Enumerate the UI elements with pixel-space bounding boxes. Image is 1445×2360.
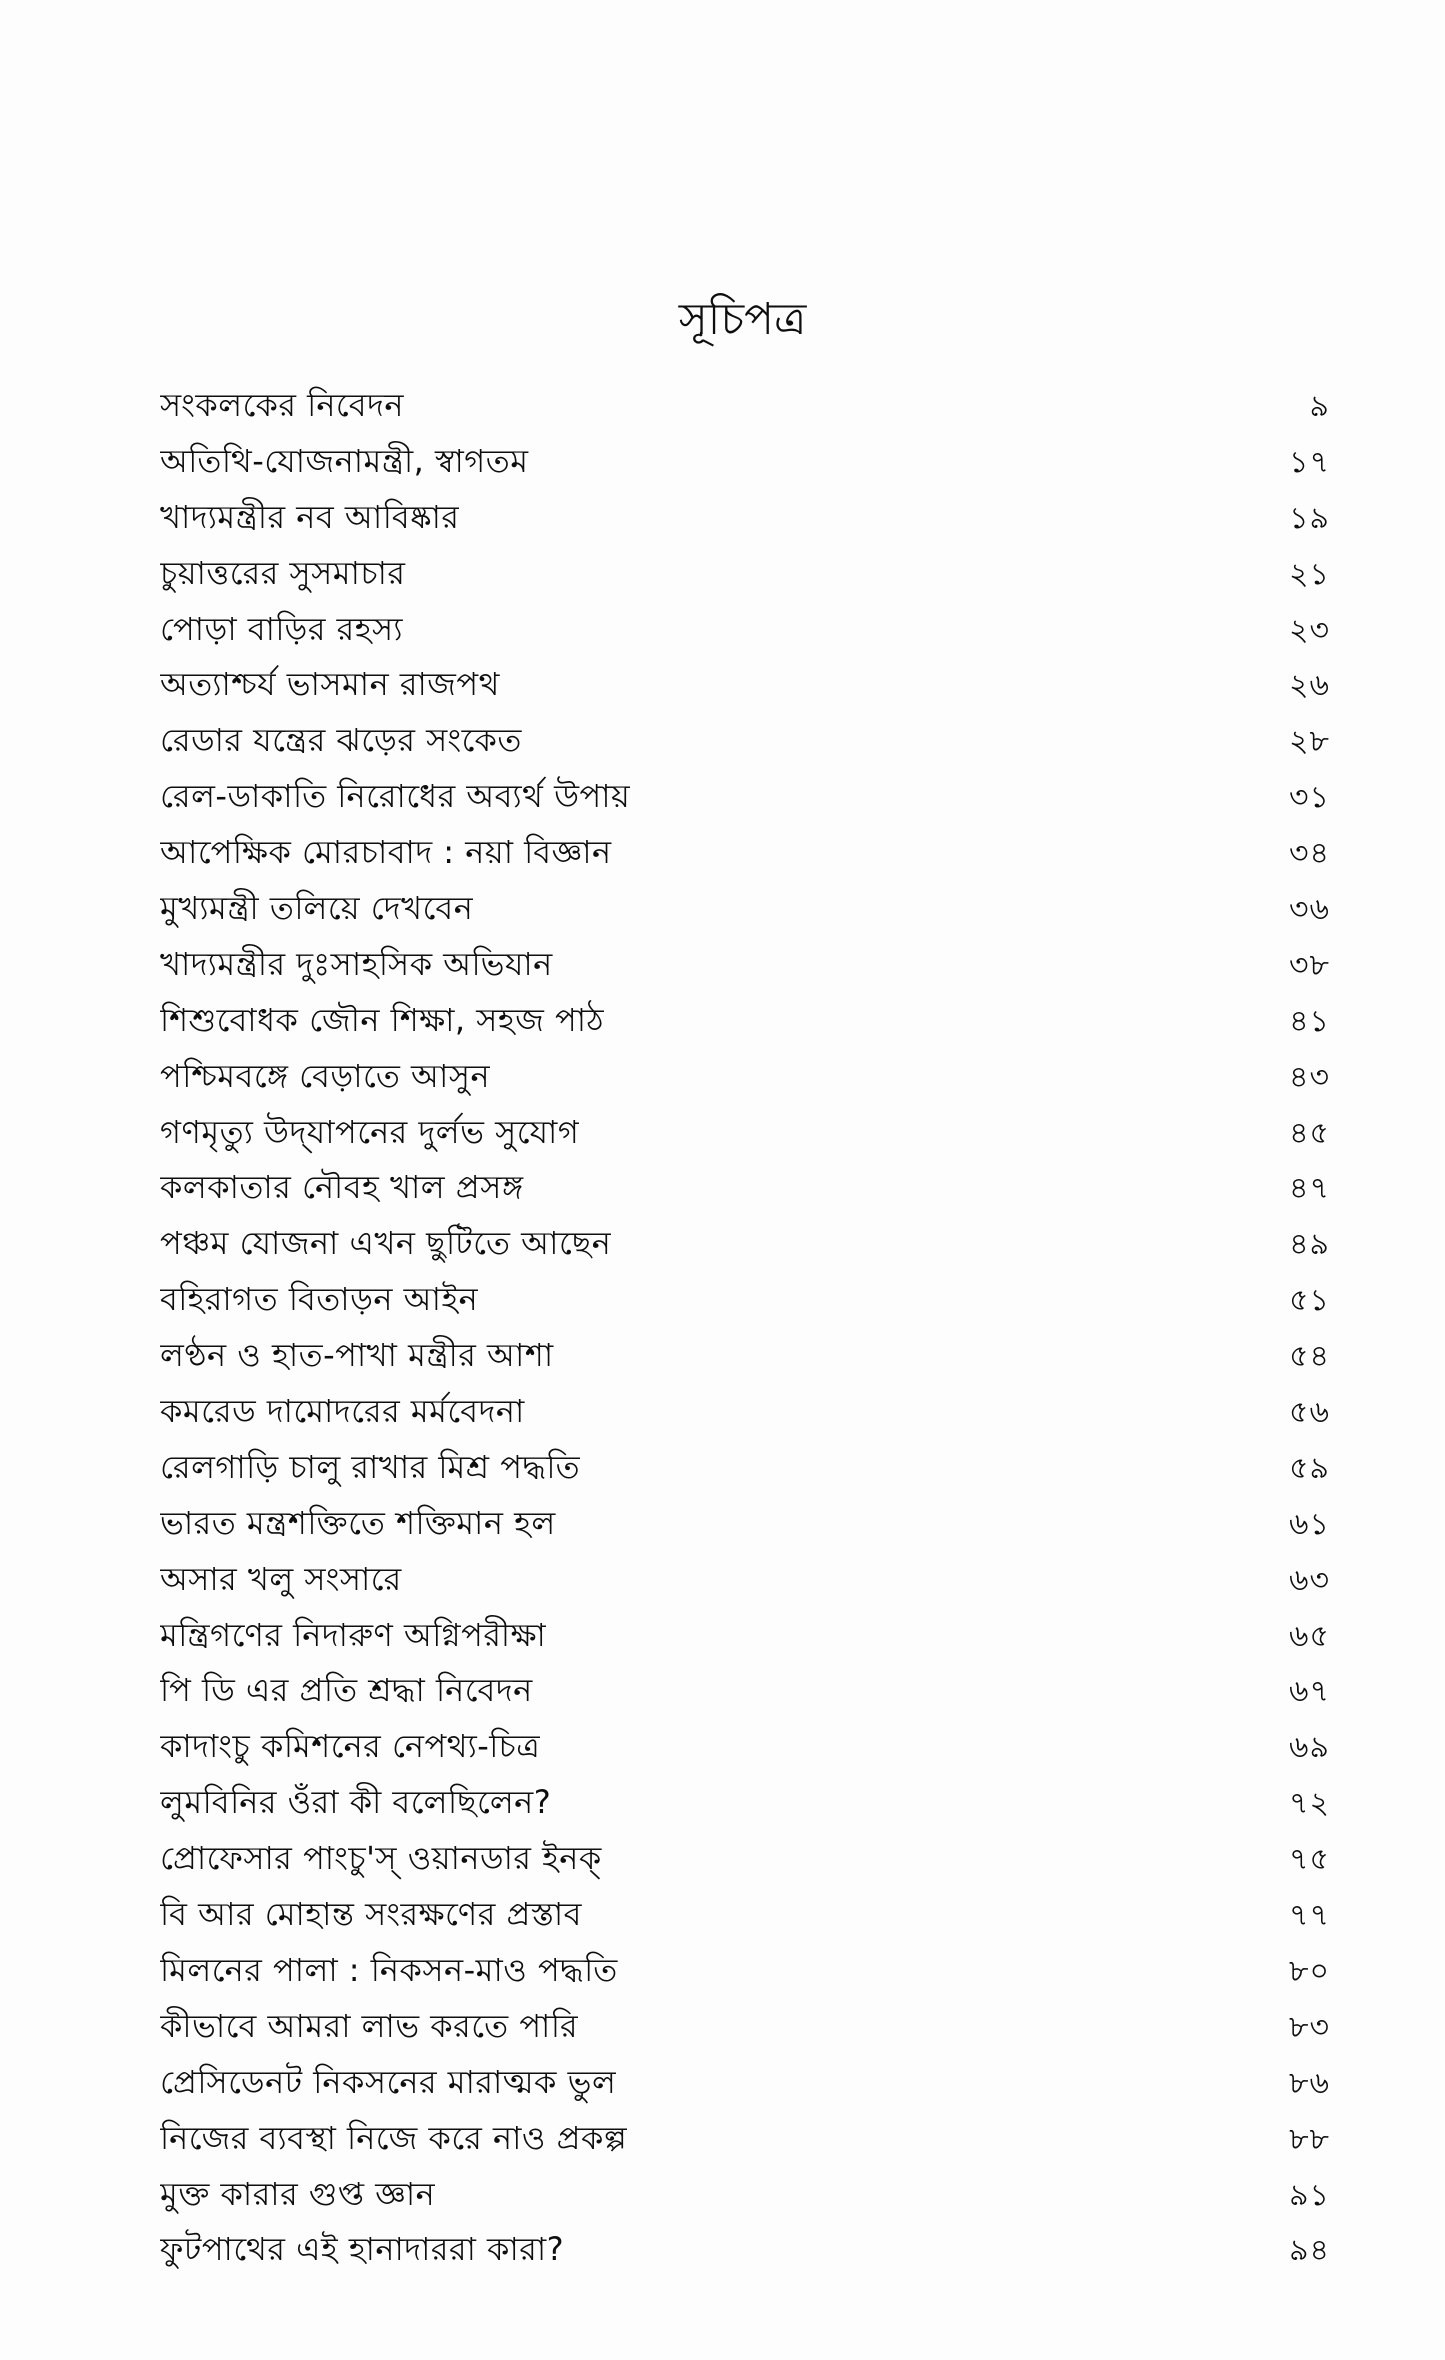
toc-entry-page-number: ১৭ bbox=[1289, 444, 1330, 480]
toc-entry bbox=[160, 1105, 1330, 1161]
toc-entry bbox=[160, 1496, 1330, 1552]
toc-entry bbox=[160, 1160, 1330, 1216]
toc-entry-page-number: ৯৪ bbox=[1289, 2233, 1330, 2269]
toc-entry-page-number: ৮৬ bbox=[1289, 2065, 1330, 2101]
toc-entry-title: প্রেসিডেনট নিকসনের মারাত্মক ভুল bbox=[160, 2062, 617, 2101]
toc-entry bbox=[160, 602, 1330, 658]
toc-entry-title: আপেক্ষিক মোরচাবাদ : নয়া বিজ্ঞান bbox=[160, 833, 612, 872]
toc-entry-title: শিশুবোধক জৌন শিক্ষা, সহজ পাঠ bbox=[160, 1000, 605, 1039]
toc-entry-title: কাদাংচু কমিশনের নেপথ্য-চিত্র bbox=[160, 1727, 541, 1766]
toc-entry-page-number: ২৮ bbox=[1289, 724, 1330, 760]
toc-entry bbox=[160, 2222, 1330, 2278]
toc-entry-page-number: ৯ bbox=[1309, 389, 1330, 424]
toc-entry bbox=[160, 713, 1330, 769]
toc-entry-title: মন্ত্রিগণের নিদারুণ অগ্নিপরীক্ষা bbox=[160, 1615, 547, 1654]
page-title: সূচিপত্র bbox=[678, 294, 807, 345]
toc-entry-page-number: ৫১ bbox=[1289, 1283, 1330, 1319]
toc-entry-title: অসার খলু সংসারে bbox=[160, 1559, 402, 1598]
toc-entry-title: বি আর মোহান্ত সংরক্ষণের প্রস্তাব bbox=[160, 1895, 582, 1934]
toc-entry-title: অতিথি-যোজনামন্ত্রী, স্বাগতম bbox=[160, 441, 529, 480]
toc-entry bbox=[160, 546, 1330, 602]
toc-entry bbox=[160, 937, 1330, 993]
toc-entry-page-number: ৬৫ bbox=[1289, 1618, 1330, 1654]
toc-entry-title: পঞ্চম যোজনা এখন ছুটিতে আছেন bbox=[160, 1224, 612, 1263]
toc-entry-page-number: ৫৬ bbox=[1289, 1395, 1330, 1431]
toc-entry-title: পশ্চিমবঙ্গে বেড়াতে আসুন bbox=[160, 1056, 491, 1095]
toc-entry-title: নিজের ব্যবস্থা নিজে করে নাও প্রকল্প bbox=[160, 2118, 628, 2157]
toc-entry-title: অত্যাশ্চর্য ভাসমান রাজপথ bbox=[160, 665, 500, 704]
toc-entry-title: রেল-ডাকাতি নিরোধের অব্যর্থ উপায় bbox=[160, 777, 631, 816]
toc-entry bbox=[160, 1440, 1330, 1496]
toc-entry-page-number: ৪৭ bbox=[1289, 1171, 1330, 1207]
toc-entry-title: চুয়াত্তরের সুসমাচার bbox=[160, 553, 406, 592]
toc-entry-title: খাদ্যমন্ত্রীর দুঃসাহসিক অভিযান bbox=[160, 944, 553, 983]
toc-entry-page-number: ৬৩ bbox=[1288, 1562, 1330, 1598]
toc-entry-page-number: ৪৩ bbox=[1289, 1059, 1330, 1095]
toc-entry bbox=[160, 1719, 1330, 1775]
toc-entry-page-number: ৭৭ bbox=[1288, 1898, 1330, 1934]
toc-entry-title: সংকলকের নিবেদন bbox=[160, 386, 404, 424]
toc-entry-title: মিলনের পালা : নিকসন-মাও পদ্ধতি bbox=[160, 1950, 618, 1989]
toc-entry bbox=[160, 1999, 1330, 2055]
toc-entry-title: রেলগাড়ি চালু রাখার মিশ্র পদ্ধতি bbox=[160, 1447, 581, 1486]
toc-entry-page-number: ৮৮ bbox=[1289, 2121, 1330, 2157]
toc-entry-page-number: ১৯ bbox=[1289, 500, 1330, 536]
toc-entry-page-number: ৪১ bbox=[1289, 1003, 1330, 1039]
toc-entry-page-number: ৪৯ bbox=[1289, 1227, 1330, 1263]
toc-entry-page-number: ৯১ bbox=[1289, 2177, 1330, 2213]
toc-entry-page-number: ৬৭ bbox=[1288, 1674, 1330, 1710]
toc-entry bbox=[160, 1887, 1330, 1943]
toc-entry-title: কলকাতার নৌবহ খাল প্রসঙ্গ bbox=[160, 1168, 524, 1207]
toc-entry-page-number: ৮০ bbox=[1289, 1953, 1330, 1989]
toc-entry bbox=[160, 378, 1330, 434]
toc-entry-page-number: ৫৯ bbox=[1289, 1450, 1330, 1486]
toc-entry bbox=[160, 657, 1330, 713]
toc-entry-title: খাদ্যমন্ত্রীর নব আবিষ্কার bbox=[160, 497, 460, 536]
toc-entry bbox=[160, 1831, 1330, 1887]
toc-entry-title: ভারত মন্ত্রশক্তিতে শক্তিমান হল bbox=[160, 1503, 556, 1542]
toc-entry-title: লণ্ঠন ও হাত-পাখা মন্ত্রীর আশা bbox=[160, 1336, 554, 1375]
toc-entry-title: প্রোফেসার পাংচু'স্ ওয়ানডার ইনক্ bbox=[160, 1839, 602, 1878]
toc-entry-page-number: ৬১ bbox=[1289, 1506, 1330, 1542]
toc-entry bbox=[160, 769, 1330, 825]
toc-entry bbox=[160, 1272, 1330, 1328]
toc-entry bbox=[160, 1943, 1330, 1999]
toc-entry bbox=[160, 1552, 1330, 1608]
toc-entry-title: মুখ্যমন্ত্রী তলিয়ে দেখবেন bbox=[160, 889, 474, 928]
toc-entry bbox=[160, 825, 1330, 881]
toc-entry-page-number: ৩১ bbox=[1289, 780, 1330, 816]
toc-entry bbox=[160, 1216, 1330, 1272]
toc-entry-page-number: ৩৬ bbox=[1288, 892, 1330, 928]
toc-entry-title: লুমবিনির ওঁরা কী বলেছিলেন? bbox=[160, 1783, 552, 1822]
toc-entry bbox=[160, 881, 1330, 937]
toc-entry bbox=[160, 490, 1330, 546]
toc-entry-page-number: ৮৩ bbox=[1289, 2009, 1330, 2045]
toc-entry-page-number: ৬৯ bbox=[1289, 1730, 1330, 1766]
toc-entry-page-number: ২৩ bbox=[1288, 612, 1330, 648]
toc-entry-page-number: ৩৮ bbox=[1289, 947, 1330, 983]
toc-entry-page-number: ৭৫ bbox=[1289, 1842, 1330, 1878]
toc-entry bbox=[160, 1663, 1330, 1719]
toc-entry bbox=[160, 1384, 1330, 1440]
toc-entry-title: কমরেড দামোদরের মর্মবেদনা bbox=[160, 1392, 525, 1431]
toc-entry-page-number: ২১ bbox=[1289, 556, 1330, 592]
toc-entry-title: পোড়া বাড়ির রহস্য bbox=[160, 609, 403, 648]
toc-entry bbox=[160, 993, 1330, 1049]
toc-entry-page-number: ৭২ bbox=[1288, 1786, 1330, 1822]
toc-entry bbox=[160, 1328, 1330, 1384]
toc-entry-title: বহিরাগত বিতাড়ন আইন bbox=[160, 1280, 479, 1319]
toc-entry-title: মুক্ত কারার গুপ্ত জ্ঞান bbox=[160, 2174, 436, 2213]
toc-entry bbox=[160, 2167, 1330, 2223]
toc-entry bbox=[160, 1775, 1330, 1831]
toc-entry bbox=[160, 2111, 1330, 2167]
toc-entry-title: পি ডি এর প্রতি শ্রদ্ধা নিবেদন bbox=[160, 1671, 533, 1710]
toc-entry-title: গণমৃত্যু উদ্‌যাপনের দুর্লভ সুযোগ bbox=[160, 1112, 580, 1151]
toc-entry-title: কীভাবে আমরা লাভ করতে পারি bbox=[160, 2006, 579, 2045]
toc-entry-page-number: ২৬ bbox=[1288, 668, 1330, 704]
toc-entry-page-number: ৩৪ bbox=[1289, 836, 1330, 872]
toc-entry bbox=[160, 434, 1330, 490]
toc-entry bbox=[160, 1608, 1330, 1664]
toc-entry-page-number: ৪৫ bbox=[1289, 1115, 1330, 1151]
toc-entry-title: ফুটপাথের এই হানাদাররা কারা? bbox=[160, 2230, 565, 2269]
toc-entry bbox=[160, 1049, 1330, 1105]
toc-entry-title: রেডার যন্ত্রের ঝড়ের সংকেত bbox=[160, 721, 522, 760]
toc-entry bbox=[160, 2055, 1330, 2111]
toc-entry-page-number: ৫৪ bbox=[1289, 1339, 1330, 1375]
table-of-contents bbox=[160, 378, 1330, 2278]
